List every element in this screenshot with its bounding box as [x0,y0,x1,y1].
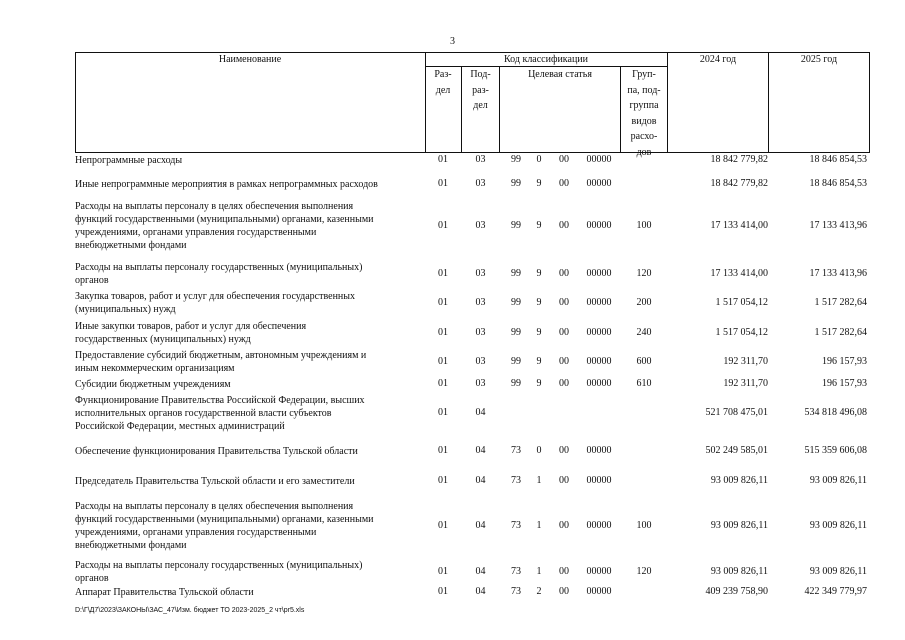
row-target-program: 99 [511,355,521,367]
row-razdel: 01 [438,519,448,531]
row-podrazdel: 04 [475,407,486,418]
row-name-line: Расходы на выплаты персоналу в целях обеспечения выполнения [75,201,354,212]
row-amount-2024: 17 133 414,00 [710,219,768,231]
row-target-subprogram: 9 [536,326,542,338]
row-amount-2025: 534 818 496,08 [804,407,867,418]
row-amount-2025: 422 349 779,97 [804,586,867,597]
row-razdel: 01 [438,178,448,189]
row-podrazdel: 03 [475,219,486,231]
row-name [75,200,425,252]
row-name-line: Иные непрограммные мероприятия в рамках непрограммных расходов [75,179,378,190]
row-name-line: государственных (муниципальных) нужд [75,334,251,345]
row-razdel: 01 [438,475,448,486]
row-name [75,559,425,585]
row-name [75,475,425,488]
row-target-subprogram: 9 [536,178,542,189]
row-amount-2025: 18 846 854,53 [809,154,867,165]
table-row [75,154,875,167]
row-podrazdel: 03 [475,154,486,165]
row-name [75,500,425,552]
row-target-main: 00 [559,445,569,456]
row-expense-group: 120 [636,267,652,279]
row-amount-2024: 93 009 826,11 [710,475,768,486]
row-target-program: 99 [511,326,521,338]
row-target-subprogram: 9 [536,378,542,389]
row-expense-group: 200 [636,296,652,308]
row-amount-2025: 196 157,93 [822,378,867,389]
table-row [75,261,875,287]
row-amount-2025: 196 157,93 [822,355,867,367]
row-target-subprogram: 2 [536,586,542,597]
row-razdel: 01 [438,154,448,165]
table-row [75,394,875,433]
row-podrazdel: 03 [475,178,486,189]
row-amount-2024: 192 311,70 [723,378,768,389]
row-target-main: 00 [559,565,569,577]
row-name-line: внебюджетными фондами [75,540,187,551]
row-razdel: 01 [438,355,448,367]
row-amount-2025: 1 517 282,64 [814,296,867,308]
row-target-direction: 00000 [586,326,612,338]
page-number: 3 [450,36,455,47]
row-amount-2024: 521 708 475,01 [705,407,768,418]
row-podrazdel: 03 [475,378,486,389]
row-amount-2024: 93 009 826,11 [710,565,768,577]
row-name-line: Иные закупки товаров, работ и услуг для обеспечения [75,321,307,332]
table-row [75,178,875,191]
row-name [75,349,425,375]
table-row [75,500,875,552]
row-name-line: Российской Федерации, местных администраций [75,421,285,432]
row-amount-2024: 17 133 414,00 [710,267,768,279]
row-name [75,378,425,391]
row-name-line: функций государственными (муниципальными) органами, казенными [75,514,374,525]
row-amount-2025: 1 517 282,64 [814,326,867,338]
row-name [75,320,425,346]
row-podrazdel: 03 [475,267,486,279]
table-row [75,378,875,391]
row-razdel: 01 [438,407,448,418]
row-amount-2024: 502 249 585,01 [705,445,768,456]
row-target-program: 99 [511,178,521,189]
row-razdel: 01 [438,296,448,308]
row-amount-2024: 18 842 779,82 [710,154,768,165]
row-target-program: 73 [511,565,521,577]
row-target-subprogram: 0 [536,154,542,165]
row-name-line: Расходы на выплаты персоналу государственных (муниципальных) [75,560,363,571]
table-row [75,445,875,458]
row-target-subprogram: 9 [536,219,542,231]
row-target-direction: 00000 [586,586,612,597]
row-amount-2024: 409 239 758,90 [705,586,768,597]
row-amount-2024: 18 842 779,82 [710,178,768,189]
row-target-program: 99 [511,296,521,308]
row-expense-group: 600 [636,355,652,367]
row-amount-2024: 1 517 054,12 [715,296,768,308]
row-target-program: 99 [511,267,521,279]
row-razdel: 01 [438,586,448,597]
row-name-line: Председатель Правительства Тульской области и его заместители [75,476,355,487]
row-name [75,290,425,316]
row-expense-group: 100 [636,219,652,231]
header-year-2025: 2025 год [800,54,838,65]
row-podrazdel: 04 [475,586,486,597]
row-amount-2025: 93 009 826,11 [809,519,867,531]
row-razdel: 01 [438,219,448,231]
row-target-direction: 00000 [586,267,612,279]
row-target-direction: 00000 [586,445,612,456]
row-target-main: 00 [559,296,569,308]
row-target-direction: 00000 [586,378,612,389]
row-name-line: Расходы на выплаты персоналу государственных (муниципальных) [75,262,363,273]
row-name [75,586,425,599]
row-target-main: 00 [559,586,569,597]
table-row [75,200,875,252]
row-target-direction: 00000 [586,519,612,531]
row-podrazdel: 03 [475,355,486,367]
row-name-line: Обеспечение функционирования Правительства Тульской области [75,446,358,457]
table-row [75,475,875,488]
row-name-line: Расходы на выплаты персоналу в целях обеспечения выполнения [75,501,354,512]
row-amount-2024: 1 517 054,12 [715,326,768,338]
row-name [75,261,425,287]
row-razdel: 01 [438,326,448,338]
row-target-program: 99 [511,154,521,165]
row-name-line: внебюджетными фондами [75,240,187,251]
row-podrazdel: 03 [475,326,486,338]
row-target-main: 00 [559,267,569,279]
header-code-classification: Код классификации [503,54,589,65]
row-expense-group: 120 [636,565,652,577]
header-year-2024: 2024 год [699,54,737,65]
row-name-line: органов [75,573,109,584]
row-name-line: Аппарат Правительства Тульской области [75,587,254,598]
row-target-main: 00 [559,219,569,231]
row-razdel: 01 [438,267,448,279]
row-name-line: (муниципальных) нужд [75,304,176,315]
row-target-program: 99 [511,219,521,231]
header-expense-group: Груп- па, под- группа видов расхо- дов [627,69,661,158]
row-name [75,154,425,167]
row-target-main: 00 [559,355,569,367]
row-name-line: исполнительных органов государственной власти субъектов [75,408,332,419]
row-razdel: 01 [438,445,448,456]
row-podrazdel: 04 [475,519,486,531]
row-target-main: 00 [559,326,569,338]
table-row [75,586,875,599]
row-target-main: 00 [559,178,569,189]
header-razdel: Раз- дел [434,69,452,96]
row-target-main: 00 [559,154,569,165]
row-podrazdel: 04 [475,475,486,486]
row-target-main: 00 [559,475,569,486]
row-target-subprogram: 9 [536,267,542,279]
row-target-direction: 00000 [586,296,612,308]
row-expense-group: 610 [636,378,652,389]
row-amount-2025: 515 359 606,08 [804,445,867,456]
row-expense-group: 100 [636,519,652,531]
row-podrazdel: 03 [475,296,486,308]
row-razdel: 01 [438,565,448,577]
header-podrazdel: Под- раз- дел [470,69,491,111]
file-path-footer: D:\Г\Д7\2023\ЗАКОНЫ\ЗАС_47\Изм. бюджет ТО 2023-2025_2 чт\pr5.xls [75,607,305,614]
table-row [75,320,875,346]
row-target-subprogram: 1 [536,475,542,486]
row-target-program: 73 [511,519,521,531]
row-name-line: Закупка товаров, работ и услуг для обеспечения государственных [75,291,356,302]
row-name-line: Предоставление субсидий бюджетным, автономным учреждениям и [75,350,367,361]
row-target-program: 99 [511,378,521,389]
row-target-direction: 00000 [586,178,612,189]
row-name [75,178,425,191]
row-amount-2025: 17 133 413,96 [809,219,867,231]
row-amount-2025: 18 846 854,53 [809,178,867,189]
row-name-line: иным некоммерческим организациям [75,363,235,374]
row-podrazdel: 04 [475,565,486,577]
row-razdel: 01 [438,378,448,389]
row-target-direction: 00000 [586,219,612,231]
row-name-line: Субсидии бюджетным учреждениям [75,379,231,390]
row-name-line: органов [75,275,109,286]
row-podrazdel: 04 [475,445,486,456]
row-target-main: 00 [559,378,569,389]
row-amount-2025: 93 009 826,11 [809,475,867,486]
row-target-subprogram: 9 [536,355,542,367]
row-target-main: 00 [559,519,569,531]
row-target-program: 73 [511,445,521,456]
row-target-direction: 00000 [586,565,612,577]
row-name-line: учреждениями, органами управления государственными [75,527,317,538]
row-name [75,394,425,433]
row-name [75,445,425,458]
row-target-program: 73 [511,475,521,486]
row-amount-2025: 93 009 826,11 [809,565,867,577]
row-target-direction: 00000 [586,154,612,165]
row-target-subprogram: 1 [536,519,542,531]
row-expense-group: 240 [636,326,652,338]
row-name-line: учреждениями, органами управления государственными [75,227,317,238]
row-name-line: Непрограммные расходы [75,155,183,166]
table-row [75,349,875,375]
row-name-line: функций государственными (муниципальными) органами, казенными [75,214,374,225]
row-target-subprogram: 9 [536,296,542,308]
table-header [75,52,870,158]
row-target-direction: 00000 [586,475,612,486]
table-row [75,559,875,585]
row-target-direction: 00000 [586,355,612,367]
table-row [75,290,875,316]
row-amount-2024: 192 311,70 [723,355,768,367]
row-amount-2025: 17 133 413,96 [809,267,867,279]
row-target-subprogram: 0 [536,445,542,456]
header-target-article: Целевая статья [528,69,592,80]
row-amount-2024: 93 009 826,11 [710,519,768,531]
row-name-line: Функционирование Правительства Российской Федерации, высших [75,395,365,406]
row-target-program: 73 [511,586,521,597]
header-name: Наименование [218,54,282,65]
row-target-subprogram: 1 [536,565,542,577]
